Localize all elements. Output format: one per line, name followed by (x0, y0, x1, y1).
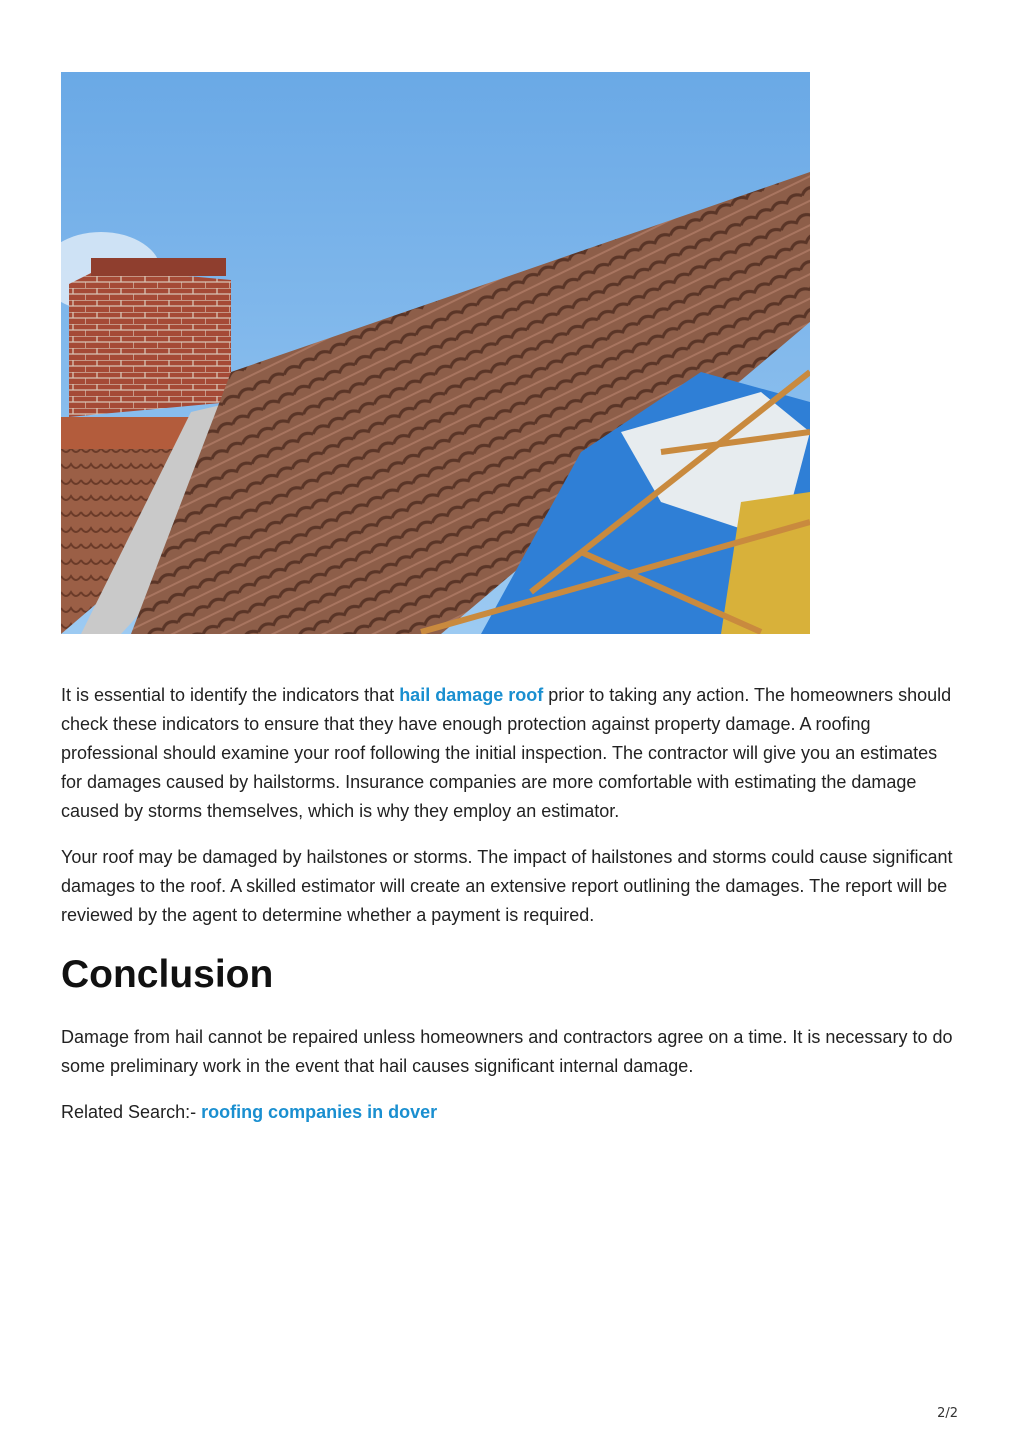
hail-damage-roof-link[interactable]: hail damage roof (399, 685, 544, 705)
paragraph-conclusion: Damage from hail cannot be repaired unless homeowners and contractors agree on a time. It is necessary to do some preliminary work in the event that hail causes significant internal damage. (61, 1027, 953, 1076)
roof-photo-illustration (61, 72, 810, 634)
related-search-label: Related Search:- (61, 1102, 202, 1122)
conclusion-heading: Conclusion (61, 953, 274, 996)
paragraph-text: It is essential to identify the indicators that (61, 685, 400, 705)
related-search (61, 1098, 961, 1127)
paragraph-roof-damage: Your roof may be damaged by hailstones or storms. The impact of hailstones and storms could cause significant damages to the roof. A skilled estimator will create an extensive report outlining the damages. The report will be reviewed by the agent to determine whether a payment is required. (61, 847, 953, 925)
roofing-companies-link[interactable]: roofing companies in dover (201, 1102, 438, 1122)
article-body (61, 681, 961, 1144)
paragraph-indicators (61, 681, 961, 826)
paragraph-text: prior to taking any action. The homeowners should check these indicators to ensure that they have enough protection against property damage. A roofing professional should examine your roof following the initial inspection. The contractor will give you an estimates for damages caused by hailstorms. Insurance companies are more comfortable with estimating the damage caused by storms themselves, which is why they employ an estimator. (61, 685, 952, 821)
roof-damage-photo (61, 72, 810, 634)
page-number: 2/2 (937, 1406, 958, 1421)
